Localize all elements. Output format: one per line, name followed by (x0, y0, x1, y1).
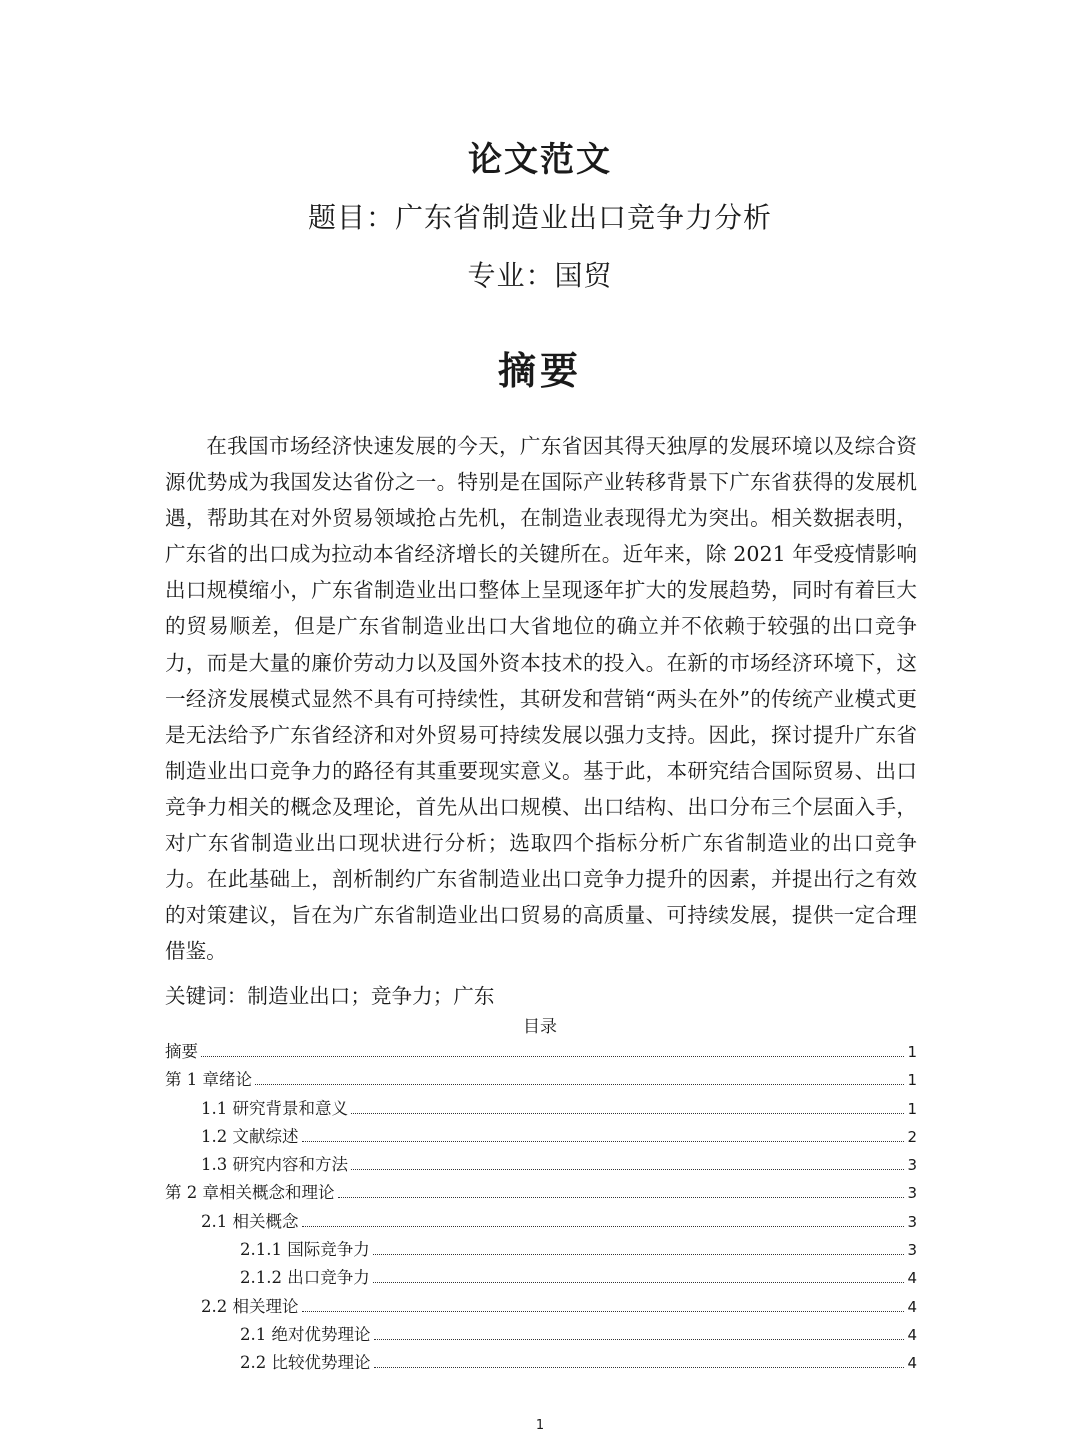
toc-leader (302, 1141, 905, 1142)
toc-leader (374, 1367, 905, 1368)
toc-entry (165, 1293, 917, 1321)
toc-entry-page: 4 (907, 1297, 917, 1316)
toc-entry-label: 第 2 章相关概念和理论 (165, 1183, 335, 1203)
toc-entry-page: 1 (907, 1071, 917, 1090)
toc-entry-label: 2.2 比较优势理论 (240, 1353, 371, 1373)
toc-entry-label: 第 1 章绪论 (165, 1070, 252, 1090)
toc-title: 目录 (523, 1017, 557, 1037)
toc-entry (165, 1095, 917, 1123)
table-of-contents (165, 1038, 917, 1378)
toc-entry-page: 3 (907, 1212, 917, 1231)
toc-entry-page: 3 (907, 1241, 917, 1260)
toc-entry (165, 1208, 917, 1236)
toc-entry-label: 1.1 研究背景和意义 (201, 1098, 348, 1118)
toc-entry-page: 4 (907, 1325, 917, 1344)
toc-entry (165, 1264, 917, 1292)
toc-entry (165, 1038, 917, 1066)
toc-entry (165, 1066, 917, 1094)
toc-entry (165, 1179, 917, 1207)
toc-entry-label: 2.1.1 国际竞争力 (240, 1240, 370, 1260)
page-number: 1 (535, 1418, 545, 1433)
toc-leader (255, 1084, 904, 1085)
toc-leader (351, 1113, 904, 1114)
abstract-heading: 摘要 (497, 348, 582, 393)
toc-entry (165, 1151, 917, 1179)
toc-entry (165, 1236, 917, 1264)
toc-entry-page: 3 (907, 1156, 917, 1175)
toc-leader (302, 1226, 905, 1227)
toc-leader (302, 1311, 905, 1312)
toc-entry (165, 1349, 917, 1377)
toc-entry-page: 4 (907, 1269, 917, 1288)
abstract-body: 在我国市场经济快速发展的今天，广东省因其得天独厚的发展环境以及综合资源优势成为我国发达省份之一。特别是在国际产业转移背景下广东省获得的发展机遇，帮助其在对外贸易领域抢占先机，在制造业表现得尤为突出。相关数据表明，广东省的出口成为拉动本省经济增长的关键所在。近年来，除 2021 年受疫情影响出口规模缩小，广东省制造业出口整体上呈现逐年扩大的发展趋势，同时有着巨大的贸易顺差，但是广东省制造业出口大省地位的确立并不依赖于较强的出口竞争力，而是大量的廉价劳动力以及国外资本技术的投入。在新的市场经济环境下，这一经济发展模式显然不具有可持续性，其研发和营销“两头在外”的传统产业模式更是无法给予广东省经济和对外贸易可持续发展以强力支持。因此，探讨提升广东省制造业出口竞争力的路径有其重要现实意义。基于此，本研究结合国际贸易、出口竞争力相关的概念及理论，首先从出口规模、出口结构、出口分布三个层面入手，对广东省制造业出口现状进行分析；选取四个指标分析广东省制造业的出口竞争力。在此基础上，剖析制约广东省制造业出口竞争力提升的因素，并提出行之有效的对策建议，旨在为广东省制造业出口贸易的高质量、可持续发展，提供一定合理借鉴。 (165, 434, 917, 964)
toc-leader (351, 1169, 904, 1170)
toc-entry-label: 1.3 研究内容和方法 (201, 1155, 348, 1175)
toc-leader (374, 1339, 905, 1340)
toc-entry-label: 2.2 相关理论 (201, 1296, 299, 1316)
toc-leader (373, 1254, 905, 1255)
keywords-line: 关键词：制造业出口；竞争力；广东 (165, 984, 495, 1008)
toc-leader (373, 1282, 905, 1283)
toc-leader (201, 1056, 904, 1057)
toc-entry-page: 4 (907, 1354, 917, 1373)
document-title: 论文范文 (468, 140, 612, 180)
toc-entry-page: 1 (907, 1043, 917, 1061)
thesis-major: 专业：国贸 (467, 259, 613, 292)
toc-entry-label: 2.1.2 出口竞争力 (240, 1268, 370, 1288)
toc-entry-label: 2.1 相关概念 (201, 1211, 299, 1231)
toc-entry-label: 2.1 绝对优势理论 (240, 1324, 371, 1344)
thesis-topic: 题目：广东省制造业出口竞争力分析 (307, 201, 772, 234)
toc-entry (165, 1123, 917, 1151)
toc-entry-label: 摘要 (165, 1042, 198, 1061)
toc-entry-page: 2 (907, 1127, 917, 1146)
toc-entry-label: 1.2 文献综述 (201, 1126, 299, 1146)
toc-entry (165, 1321, 917, 1349)
toc-entry-page: 1 (907, 1099, 917, 1118)
toc-leader (338, 1197, 905, 1198)
toc-entry-page: 3 (907, 1184, 917, 1203)
